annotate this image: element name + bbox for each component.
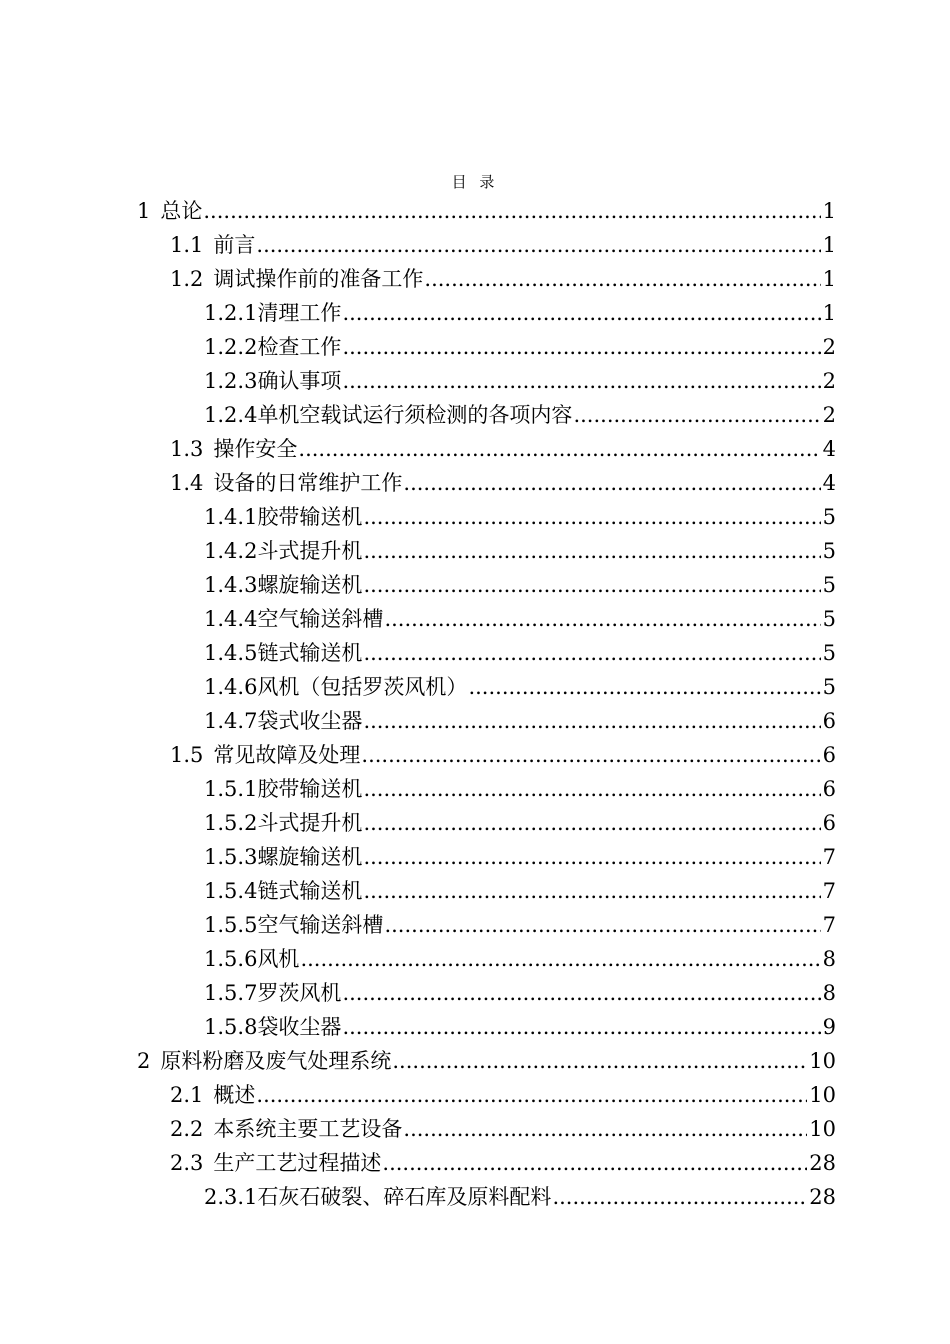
toc-entry-page-number: 8: [822, 942, 836, 976]
toc-entry[interactable]: [0, 976, 950, 1010]
toc-entry-number: 1.2.4: [204, 403, 258, 427]
toc-dot-leader: [256, 1078, 807, 1112]
toc-entry-title: 调试操作前的准备工作: [213, 267, 424, 291]
toc-entry-title: 螺旋输送机: [257, 573, 363, 597]
toc-entry-page-number: 10: [808, 1044, 836, 1078]
toc-entry[interactable]: [0, 330, 950, 364]
toc-entry-title: 常见故障及处理: [213, 743, 361, 767]
toc-dot-leader: [342, 1010, 820, 1044]
toc-entry-number: 1.5.1: [204, 777, 258, 801]
toc-entry-page-number: 10: [808, 1112, 836, 1146]
toc-dot-leader: [403, 1112, 807, 1146]
toc-entry-number: 1.5.5: [204, 913, 258, 937]
table-of-contents: [0, 194, 950, 1214]
toc-entry-page-number: 1: [822, 296, 836, 330]
toc-entry[interactable]: [0, 874, 950, 908]
toc-entry-number: 1.5.2: [204, 811, 258, 835]
toc-dot-leader: [384, 602, 820, 636]
toc-dot-leader: [342, 976, 820, 1010]
toc-entry-number: 1.4.5: [204, 641, 258, 665]
toc-entry-number: 1.5.4: [204, 879, 258, 903]
toc-entry-number: 1.5.3: [204, 845, 258, 869]
toc-entry-page-number: 9: [822, 1010, 836, 1044]
toc-title: 目 录: [451, 173, 499, 191]
toc-entry-page-number: 10: [808, 1078, 836, 1112]
toc-entry-number: 1.4.6: [204, 675, 258, 699]
toc-entry-page-number: 6: [822, 806, 836, 840]
toc-dot-leader: [573, 398, 820, 432]
toc-dot-leader: [256, 228, 820, 262]
toc-entry-page-number: 2: [822, 330, 836, 364]
toc-entry-number: 1.2.3: [204, 369, 258, 393]
toc-entry-title: 胶带输送机: [257, 777, 363, 801]
toc-entry-page-number: 7: [822, 840, 836, 874]
toc-entry-title: 空气输送斜槽: [257, 607, 384, 631]
toc-dot-leader: [363, 806, 820, 840]
toc-entry-title: 袋式收尘器: [257, 709, 363, 733]
toc-entry-title: 链式输送机: [257, 879, 363, 903]
toc-entry-page-number: 7: [822, 874, 836, 908]
toc-entry-title: 风机（包括罗茨风机）: [257, 675, 468, 699]
toc-entry-number: 2.3: [170, 1151, 204, 1175]
toc-entry[interactable]: [0, 908, 950, 942]
toc-entry-number: 1.3: [170, 437, 204, 461]
toc-entry-title: 设备的日常维护工作: [213, 471, 403, 495]
toc-entry[interactable]: [0, 568, 950, 602]
toc-dot-leader: [382, 1146, 807, 1180]
toc-entry-number: 1.4.2: [204, 539, 258, 563]
toc-entry[interactable]: [0, 704, 950, 738]
toc-entry-title: 本系统主要工艺设备: [213, 1117, 403, 1141]
toc-entry-title: 斗式提升机: [257, 539, 363, 563]
toc-entry-number: 2.1: [170, 1083, 204, 1107]
toc-entry-title: 风机: [257, 947, 300, 971]
toc-dot-leader: [392, 1044, 807, 1078]
toc-entry-number: 1: [137, 199, 151, 223]
toc-entry[interactable]: [0, 1044, 950, 1078]
toc-entry[interactable]: [0, 1180, 950, 1214]
toc-entry-title: 概述: [213, 1083, 256, 1107]
toc-entry-page-number: 1: [822, 262, 836, 296]
toc-entry-title: 罗茨风机: [257, 981, 342, 1005]
toc-entry-page-number: 2: [822, 398, 836, 432]
toc-entry[interactable]: [0, 228, 950, 262]
toc-entry-title: 前言: [213, 233, 256, 257]
toc-entry-page-number: 5: [822, 670, 836, 704]
toc-entry-title: 原料粉磨及废气处理系统: [160, 1049, 392, 1073]
toc-entry-title: 胶带输送机: [257, 505, 363, 529]
toc-entry[interactable]: [0, 500, 950, 534]
toc-entry[interactable]: [0, 806, 950, 840]
toc-entry-title: 空气输送斜槽: [257, 913, 384, 937]
toc-entry[interactable]: [0, 602, 950, 636]
toc-entry-number: 1.5.6: [204, 947, 258, 971]
toc-entry[interactable]: [0, 432, 950, 466]
toc-entry-page-number: 4: [822, 432, 836, 466]
toc-entry-title: 螺旋输送机: [257, 845, 363, 869]
toc-entry-title: 清理工作: [257, 301, 342, 325]
toc-entry-title: 总论: [160, 199, 203, 223]
toc-entry-number: 1.4.7: [204, 709, 258, 733]
toc-entry-page-number: 7: [822, 908, 836, 942]
toc-dot-leader: [468, 670, 820, 704]
toc-dot-leader: [384, 908, 820, 942]
toc-entry-title: 单机空载试运行须检测的各项内容: [257, 403, 573, 427]
toc-entry-number: 2.3.1: [204, 1185, 258, 1209]
toc-entry-page-number: 1: [822, 228, 836, 262]
toc-entry-page-number: 4: [822, 466, 836, 500]
toc-entry-page-number: 5: [822, 500, 836, 534]
toc-entry[interactable]: [0, 466, 950, 500]
toc-entry-page-number: 1: [822, 194, 836, 228]
toc-entry-number: 2: [137, 1049, 151, 1073]
toc-dot-leader: [342, 296, 820, 330]
toc-entry-number: 1.5.8: [204, 1015, 258, 1039]
toc-entry-title: 检查工作: [257, 335, 342, 359]
toc-dot-leader: [342, 330, 820, 364]
toc-dot-leader: [361, 738, 820, 772]
toc-entry[interactable]: [0, 534, 950, 568]
toc-entry-title: 石灰石破裂、碎石库及原料配料: [257, 1185, 552, 1209]
toc-entry-page-number: 28: [808, 1146, 836, 1180]
toc-dot-leader: [363, 772, 820, 806]
toc-entry[interactable]: [0, 364, 950, 398]
toc-entry-title: 袋收尘器: [257, 1015, 342, 1039]
toc-entry-number: 2.2: [170, 1117, 204, 1141]
toc-entry-number: 1.2: [170, 267, 204, 291]
toc-entry[interactable]: [0, 194, 950, 228]
toc-entry-title: 确认事项: [257, 369, 342, 393]
toc-dot-leader: [363, 568, 820, 602]
toc-entry[interactable]: [0, 772, 950, 806]
toc-entry[interactable]: [0, 296, 950, 330]
toc-entry[interactable]: [0, 738, 950, 772]
toc-entry-page-number: 2: [822, 364, 836, 398]
toc-entry-title: 链式输送机: [257, 641, 363, 665]
toc-entry-number: 1.4: [170, 471, 204, 495]
toc-entry-number: 1.2.1: [204, 301, 258, 325]
toc-entry-page-number: 6: [822, 738, 836, 772]
toc-entry[interactable]: [0, 840, 950, 874]
toc-dot-leader: [363, 636, 820, 670]
toc-entry-number: 1.2.2: [204, 335, 258, 359]
toc-entry[interactable]: [0, 942, 950, 976]
toc-entry-page-number: 5: [822, 636, 836, 670]
toc-dot-leader: [298, 432, 820, 466]
toc-entry[interactable]: [0, 1112, 950, 1146]
toc-entry-title: 斗式提升机: [257, 811, 363, 835]
toc-entry-page-number: 6: [822, 772, 836, 806]
toc-entry-number: 1.1: [170, 233, 204, 257]
toc-entry-page-number: 28: [808, 1180, 836, 1214]
toc-dot-leader: [424, 262, 820, 296]
toc-dot-leader: [363, 704, 820, 738]
toc-entry[interactable]: [0, 636, 950, 670]
toc-entry-title: 操作安全: [213, 437, 298, 461]
toc-dot-leader: [203, 194, 820, 228]
toc-entry-page-number: 5: [822, 568, 836, 602]
toc-entry[interactable]: [0, 398, 950, 432]
toc-entry-number: 1.5: [170, 743, 204, 767]
toc-entry[interactable]: [0, 262, 950, 296]
toc-entry-number: 1.5.7: [204, 981, 258, 1005]
toc-entry-number: 1.4.3: [204, 573, 258, 597]
toc-entry-page-number: 6: [822, 704, 836, 738]
toc-entry-number: 1.4.1: [204, 505, 258, 529]
toc-entry[interactable]: [0, 1146, 950, 1180]
toc-entry[interactable]: [0, 1010, 950, 1044]
toc-dot-leader: [363, 840, 820, 874]
toc-entry-page-number: 5: [822, 534, 836, 568]
toc-entry-page-number: 8: [822, 976, 836, 1010]
toc-dot-leader: [363, 534, 820, 568]
toc-dot-leader: [552, 1180, 807, 1214]
toc-entry[interactable]: [0, 670, 950, 704]
toc-entry-page-number: 5: [822, 602, 836, 636]
toc-entry-number: 1.4.4: [204, 607, 258, 631]
toc-dot-leader: [300, 942, 820, 976]
toc-dot-leader: [363, 874, 820, 908]
toc-dot-leader: [403, 466, 820, 500]
toc-entry[interactable]: [0, 1078, 950, 1112]
toc-dot-leader: [342, 364, 820, 398]
toc-entry-title: 生产工艺过程描述: [213, 1151, 382, 1175]
toc-dot-leader: [363, 500, 820, 534]
